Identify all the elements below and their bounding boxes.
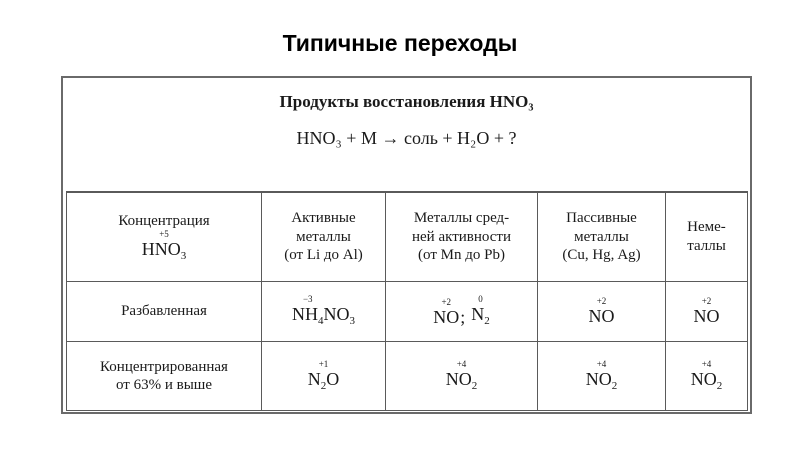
box-heading: Продукты восстановления HNO₃: [279, 92, 534, 111]
hno3-formula: +5 $HNO_3$: [141, 228, 187, 262]
page-title: Типичные переходы: [282, 30, 518, 56]
row-label-concentrated: Концентрированная от 63% и выше: [67, 342, 262, 411]
oxidation-state: +5: [159, 228, 169, 239]
no-formula: +2 NO: [433, 297, 460, 328]
cell-concentrated-medium: [386, 342, 538, 411]
no2-formula: +4 $NO_2$: [445, 359, 478, 393]
info-box: [61, 76, 752, 414]
column-header-active-metals: Активные металлы (от Li до Al): [262, 192, 386, 281]
column-header-passive-metals: Пассивные металлы (Cu, Hg, Ag): [538, 192, 666, 281]
cell-concentrated-nonmetal: [666, 342, 748, 411]
cell-dilute-medium: +2 NO ; 0 $N_2$: [386, 281, 538, 342]
cell-concentrated-active: [262, 342, 386, 411]
cell-dilute-active: −3 $NH_4$ $NO_3$: [262, 281, 386, 342]
no2-formula: +4 $NO_2$: [690, 359, 723, 393]
row-label-dilute: Разбавленная: [67, 281, 262, 342]
table-row-dilute: [67, 281, 748, 342]
concentration-label: Концентрация: [118, 212, 210, 229]
cell-concentrated-passive: [538, 342, 666, 411]
cell-dilute-nonmetal: [666, 281, 748, 342]
n2o-formula: +1 $N_2O$: [307, 359, 340, 393]
n2-formula: 0 $N_2$: [471, 294, 490, 328]
reaction-equation: HNO₃ + M → соль + H₂O + ?: [296, 128, 517, 148]
column-header-nonmetals: Неме- таллы: [666, 192, 748, 281]
no-formula: +2 NO: [693, 295, 720, 326]
cell-dilute-passive: [538, 281, 666, 342]
no2-formula: +4 $NO_2$: [585, 359, 618, 393]
nh4no3-formula: −3 $NH_4$: [292, 294, 324, 328]
table-header-row: [67, 192, 748, 281]
concentration-header: [67, 192, 262, 281]
no-formula: +2 NO: [588, 295, 615, 326]
column-header-medium-metals: Металлы сред- ней активности (от Mn до Pb): [386, 192, 538, 281]
table-row-concentrated: [67, 342, 748, 411]
reduction-products-table: [66, 191, 748, 411]
